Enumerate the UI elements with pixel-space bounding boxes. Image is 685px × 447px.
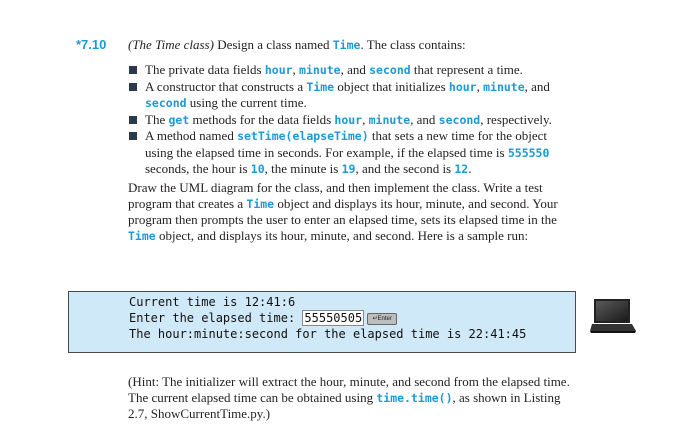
text-segment: , bbox=[476, 78, 484, 94]
code-term: second bbox=[438, 112, 481, 127]
bullet-item bbox=[128, 79, 575, 112]
code-term: 555550 bbox=[507, 145, 550, 160]
bullet-square-icon bbox=[129, 116, 137, 124]
text-segment: object, and displays its hour, minute, and second. Here is a sample run: bbox=[155, 228, 529, 243]
text-segment: , as shown in Listing 2.7, ShowCurrentTime.py.) bbox=[128, 390, 561, 421]
code-term: time.time() bbox=[376, 391, 453, 405]
instructions-paragraph bbox=[128, 180, 575, 244]
code-term: get bbox=[168, 112, 190, 127]
text-segment: that sets a new time for the object using the elapsed time in seconds. For example, if the elapsed time is bbox=[145, 128, 547, 160]
text-segment: , bbox=[292, 62, 300, 77]
code-term: Time bbox=[306, 79, 335, 94]
bullet-square-icon bbox=[129, 66, 137, 74]
text-segment: The bbox=[145, 111, 169, 127]
text-segment: A constructor that constructs a bbox=[145, 78, 307, 94]
laptop-icon bbox=[590, 297, 636, 337]
code-term: 10 bbox=[250, 162, 265, 176]
code-term: 12 bbox=[454, 162, 469, 176]
exercise-intro bbox=[128, 37, 575, 53]
code-term: Time bbox=[246, 197, 275, 211]
intro-text-b: . The class contains: bbox=[360, 37, 466, 52]
text-segment: . bbox=[468, 161, 472, 176]
enter-key-icon: ↵Enter bbox=[367, 313, 397, 325]
text-segment: using the current time. bbox=[186, 95, 307, 110]
text-segment: , and bbox=[340, 62, 370, 77]
sample-run-box bbox=[68, 291, 576, 353]
code-term: minute bbox=[483, 79, 525, 94]
code-term: 19 bbox=[341, 162, 356, 176]
bullet-item bbox=[128, 128, 575, 178]
text-segment: The private data fields bbox=[145, 62, 265, 77]
code-term: setTime(elapseTime) bbox=[237, 129, 369, 143]
text-segment: (Hint: The initializer will extract the hour, minute, and second from the elapsed time. The current elapsed time can be obtained using bbox=[128, 374, 570, 405]
output-line-3: The hour:minute:second for the elapsed time is 22:41:45 bbox=[129, 327, 527, 341]
prompt-text: Enter the elapsed time: bbox=[129, 311, 303, 325]
exercise-number: *7.10 bbox=[76, 37, 107, 52]
code-term: second bbox=[145, 96, 187, 110]
output-line-1: Current time is 12:41:6 bbox=[129, 295, 296, 309]
code-term: Time bbox=[128, 229, 156, 243]
text-segment: object and displays its hour, minute, and second. Your program then prompts the user to enter an elapsed time, sets its elapsed time in the bbox=[128, 196, 558, 227]
requirements-list bbox=[128, 62, 575, 178]
code-term: minute bbox=[299, 63, 341, 77]
text-segment: , and bbox=[410, 111, 439, 127]
code-term: hour bbox=[264, 63, 293, 77]
text-segment: seconds, the hour is bbox=[145, 161, 251, 176]
bullet-item bbox=[128, 62, 575, 79]
intro-text-a: Design a class named bbox=[213, 37, 333, 52]
text-segment: , the minute is bbox=[264, 161, 342, 176]
text-segment: , bbox=[362, 111, 369, 127]
bullet-square-icon bbox=[129, 132, 137, 140]
code-term: hour bbox=[448, 79, 477, 94]
hint-paragraph bbox=[128, 374, 575, 422]
text-segment: methods for the data fields bbox=[189, 111, 335, 127]
text-segment: object that initializes bbox=[334, 78, 449, 94]
text-segment: , respectively. bbox=[480, 111, 552, 127]
text-segment: A method named bbox=[145, 128, 238, 143]
text-segment: that represent a time. bbox=[410, 62, 523, 77]
code-term: minute bbox=[368, 112, 411, 127]
bullet-square-icon bbox=[129, 83, 137, 91]
text-segment: , and bbox=[524, 78, 550, 94]
exercise-title: (The Time class) bbox=[128, 37, 214, 52]
code-term: second bbox=[369, 63, 411, 77]
text-segment: Draw the UML diagram for the class, and then implement the class. Write a test program that creates a bbox=[128, 180, 543, 211]
bullet-item bbox=[128, 112, 575, 129]
intro-code: Time bbox=[332, 38, 361, 52]
user-input-value: 55550505 bbox=[304, 311, 363, 325]
output-line-2 bbox=[129, 311, 397, 325]
text-segment: , and the second is bbox=[355, 161, 455, 176]
code-term: hour bbox=[334, 112, 363, 127]
